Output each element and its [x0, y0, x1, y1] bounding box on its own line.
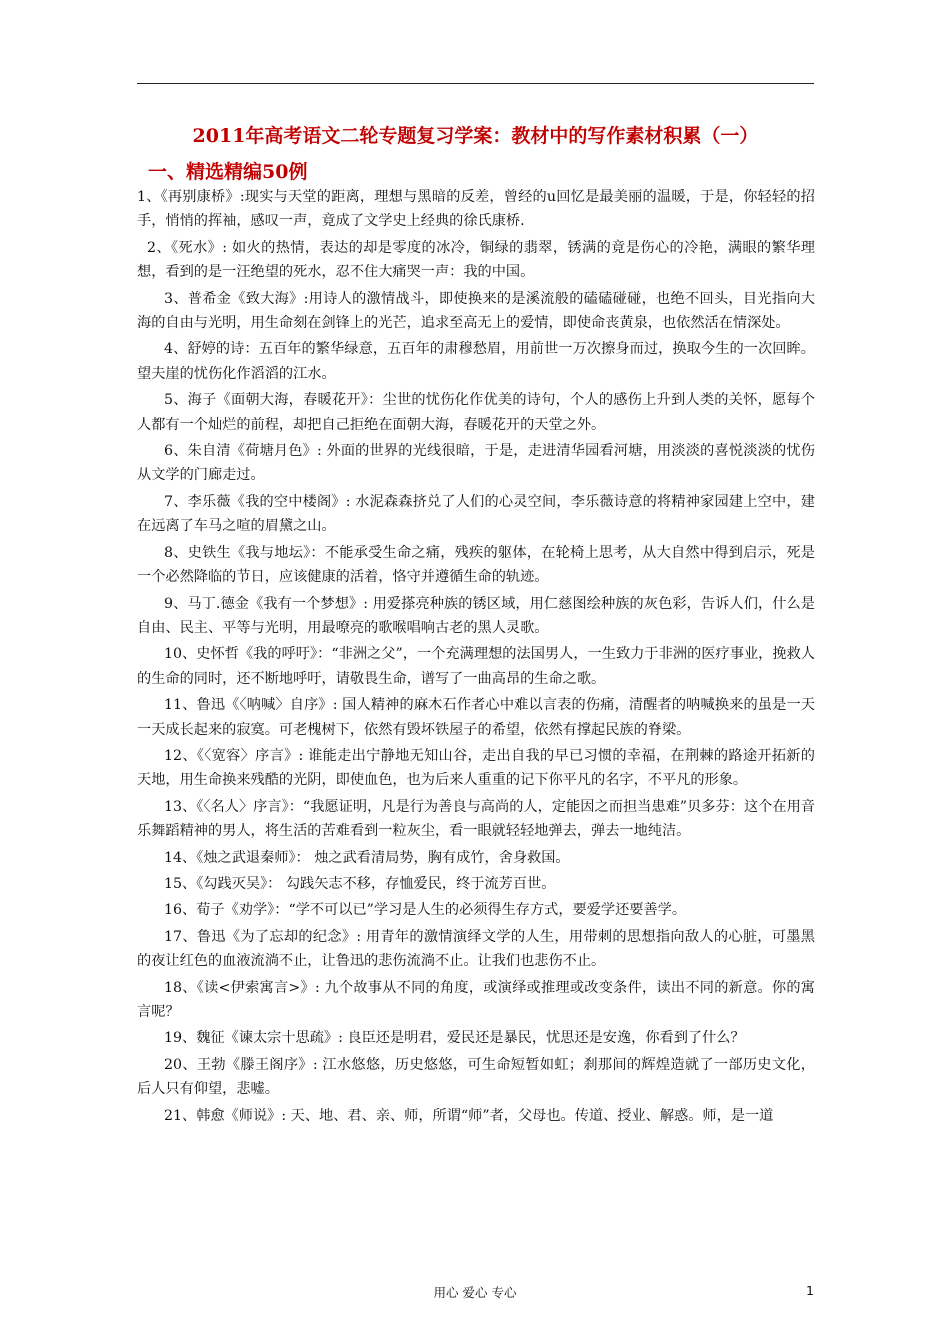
entry-17: 17、鲁迅《为了忘却的纪念》: 用青年的激情演绎文学的人生，用带刺的思想指向敌人的心脏，可墨黑的夜让红色的血液流淌不止，让鲁迅的悲伤流淌不止。让我们也悲伤不止。: [137, 928, 815, 970]
entry-11: 11、鲁迅《〈呐喊〉自序》: 国人精神的麻木石作者心中难以言表的伤痛，清醒者的呐喊换来的虽是一天一天成长起来的寂寞。可老槐树下，依然有毁坏铁屋子的希望，依然有撑起民族的脊梁。: [137, 697, 815, 738]
document-title: 2011年高考语文二轮专题复习学案：教材中的写作素材积累（一）: [192, 125, 759, 147]
entry-15: 15、《勾践灭吴》： 勾践矢志不移，存恤爱民，终于流芳百世。: [164, 875, 556, 892]
entry-7: 7、李乐薇《我的空中楼阁》: 水泥森森挤兑了人们的心灵空间，李乐薇诗意的将精神家园建上空中，建在远离了车马之喧的眉黛之山。: [137, 493, 815, 535]
entry-5: 5、海子《面朝大海，春暖花开》：尘世的忧伤化作优美的诗句，个人的感伤上升到人类的关怀，愿每个人都有一个灿烂的前程，却把自己拒绝在面朝大海，春暖花开的天堂之外。: [137, 392, 815, 433]
entry-14: 14、《烛之武退秦师》： 烛之武看清局势，胸有成竹，舍身救国。: [164, 849, 570, 866]
entry-10: 10、史怀哲《我的呼吁》：“非洲之父”，一个充满理想的法国男人，一生致力于非洲的医疗事业，挽救人的生命的同时，还不断地呼吁，请敬畏生命，谱写了一曲高昂的生命之歌。: [137, 646, 815, 687]
entry-list: [137, 185, 815, 1130]
entry-21: 21、韩愈《师说》: 天、地、君、亲、师，所谓“师”者，父母也。传道、授业、解惑。师，是一道: [164, 1107, 774, 1124]
entry-12: 12、《〈宽容〉序言》: 谁能走出宁静地无知山谷，走出自我的早已习惯的幸福，在荆棘的路途开拓新的天地，用生命换来残酷的光阴，即使血色，也为后来人重重的记下你平凡的名字，不平凡的形象。: [137, 747, 815, 789]
entry-19: 19、魏征《谏太宗十思疏》: 良臣还是明君，爱民还是暴民，忧思还是安逸，你看到了什么？: [164, 1030, 745, 1047]
header-rule: [137, 83, 814, 84]
entry-3: 3、普希金《致大海》:用诗人的激情战斗，即使换来的是溪流般的磕磕碰碰，也绝不回头，目光指向大海的自由与光明，用生命刻在剑锋上的光芒，追求至高无上的爱情，即使命丧黄泉，也依然活在情深处。: [137, 290, 815, 332]
entry-13: 13、《〈名人〉序言》：“我愿证明，凡是行为善良与高尚的人，定能因之而担当患难”贝多芬：这个在用音乐舞蹈精神的男人，将生活的苦难看到一粒灰尘，看一眼就轻轻地弹去，弹去一地纯洁。: [137, 798, 815, 840]
entry-2: 2、《死水》: 如火的热情，表达的却是零度的冰冷，铜绿的翡翠，锈满的竟是伤心的冷艳，满眼的繁华理想，看到的是一汪绝望的死水，忍不住大痛哭一声：我的中国。: [137, 239, 815, 281]
entry-4: 4、舒婷的诗：五百年的繁华绿意，五百年的肃穆愁眉，用前世一万次擦身而过，换取今生的一次回眸。望夫崖的忧伤化作滔滔的江水。: [137, 341, 815, 382]
entry-20: 20、王勃《滕王阁序》: 江水悠悠，历史悠悠，可生命短暂如虹；刹那间的辉煌造就了一部历史文化，后人只有仰望，悲嘘。: [137, 1056, 815, 1098]
page-footer: 用心 爱心 专心: [433, 1285, 517, 1300]
entry-18: 18、《读<伊索寓言>》: 九个故事从不同的角度，或演绎或推理或改变条件，读出不同的新意。你的寓言呢？: [137, 979, 815, 1020]
section-heading: 一、精选精编50例: [148, 161, 308, 183]
entry-16: 16、荀子《劝学》：“学不可以已”学习是人生的必须得生存方式，要爱学还要善学。: [164, 902, 687, 919]
page-number: 1: [806, 1283, 814, 1298]
entry-8: 8、史铁生《我与地坛》：不能承受生命之痛，残疾的躯体，在轮椅上思考，从大自然中得到启示，死是一个必然降临的节日，应该健康的活着，恪守并遵循生命的轨迹。: [137, 544, 815, 586]
entry-1: 1、《再别康桥》:现实与天堂的距离，理想与黑暗的反差，曾经的u回忆是最美丽的温暖，于是，你轻轻的招手，悄悄的挥袖，感叹一声，竟成了文学史上经典的徐氏康桥.: [137, 189, 815, 230]
entry-9: 9、马丁.德金《我有一个梦想》: 用爱搽亮种族的锈区域，用仁慈图绘种族的灰色彩，告诉人们，什么是自由、民主、平等与光明，用最嘹亮的歌喉唱响古老的黑人灵歌。: [137, 595, 815, 636]
entry-6: 6、朱自清《荷塘月色》: 外面的世界的光线很暗，于是，走进清华园看河塘，用淡淡的喜悦淡淡的忧伤从文学的门廊走过。: [137, 443, 815, 484]
